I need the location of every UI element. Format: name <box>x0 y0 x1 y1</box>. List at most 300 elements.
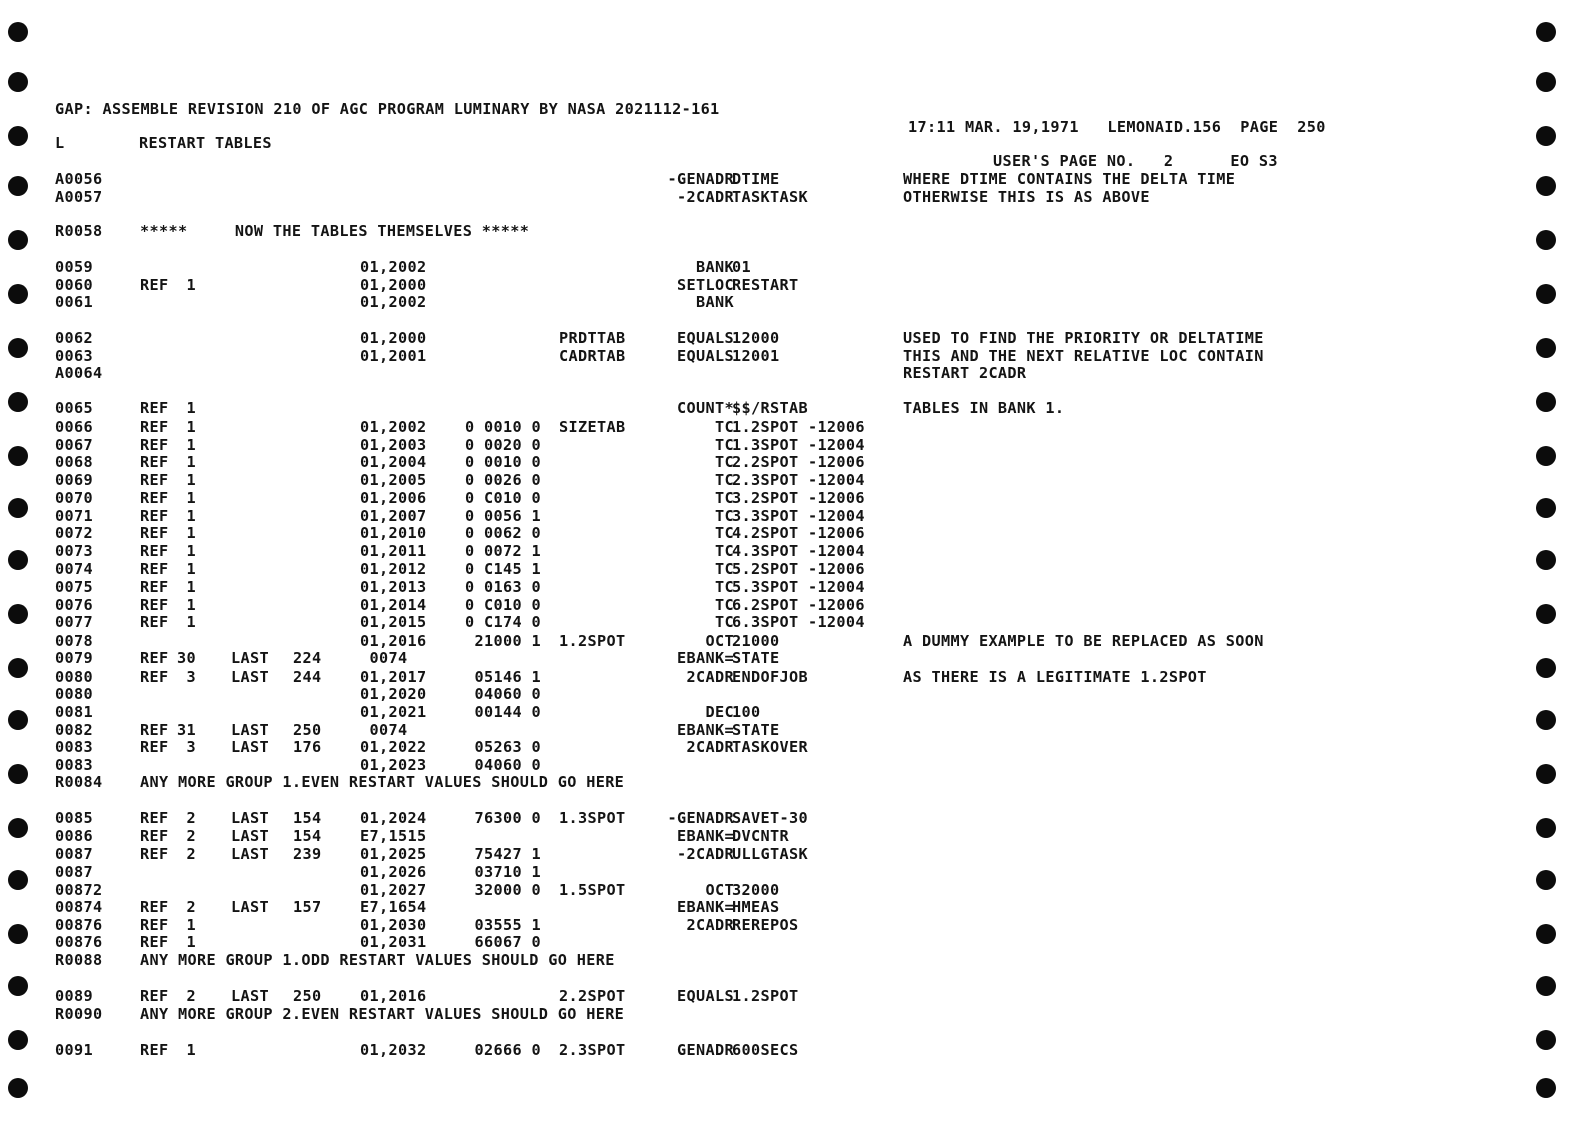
listing-row <box>55 542 1355 560</box>
feed-hole <box>1536 22 1556 42</box>
symbol-label: 1.2SPOT <box>559 632 626 650</box>
address: 01,2000 <box>360 329 427 347</box>
print-timestamp: 17:11 MAR. 19,1971 <box>907 118 1079 136</box>
listing-row <box>55 489 1355 507</box>
remark: ***** NOW THE TABLES THEMSELVES ***** <box>140 222 530 240</box>
operand: 4.3SPOT -12004 <box>732 542 865 560</box>
sequence-number: 0059 <box>55 258 93 276</box>
last-page: 154 <box>293 809 322 827</box>
ref-count: 1 <box>186 418 196 436</box>
operand: 4.2SPOT -12006 <box>732 524 865 542</box>
opcode: -GENADR <box>667 809 734 827</box>
sequence-number: 0080 <box>55 685 93 703</box>
ref-marker: REF <box>140 898 169 916</box>
listing-row <box>55 293 1355 311</box>
listing-row <box>55 632 1355 650</box>
sequence-number: 00872 <box>55 881 103 899</box>
opcode: OCT <box>705 881 734 899</box>
octal-value: 0 0072 1 <box>465 542 541 560</box>
listing-row <box>55 756 1355 774</box>
last-marker: LAST <box>231 827 269 845</box>
listing-row <box>55 987 1355 1005</box>
address: 01,2012 <box>360 560 427 578</box>
listing-row <box>55 560 1355 578</box>
address: 0074 <box>360 649 408 667</box>
ref-count: 1 <box>186 916 196 934</box>
operand: 6.3SPOT -12004 <box>732 613 865 631</box>
operand: 100 <box>732 703 761 721</box>
feed-hole <box>8 176 28 196</box>
page-title: GAP: ASSEMBLE REVISION 210 OF AGC PROGRAM LUMINARY BY NASA 2021112-161 <box>55 100 720 118</box>
users-page-number: 2 <box>1163 152 1174 170</box>
feed-hole <box>8 498 28 518</box>
sequence-number: 0067 <box>55 436 93 454</box>
operand: 600SECS <box>732 1041 799 1059</box>
sequence-number: 0087 <box>55 863 93 881</box>
feed-hole <box>8 870 28 890</box>
sequence-number: R0090 <box>55 1005 103 1023</box>
sequence-number: 0060 <box>55 276 93 294</box>
ref-marker: REF <box>140 668 169 686</box>
ref-count: 1 <box>186 436 196 454</box>
listing-row <box>55 809 1355 827</box>
users-page-label: USER'S PAGE NO. <box>992 152 1136 170</box>
last-page: 176 <box>293 738 322 756</box>
octal-value: 76300 0 <box>474 809 541 827</box>
ref-marker: REF <box>140 489 169 507</box>
ref-count: 1 <box>186 524 196 542</box>
listing-row <box>55 649 1355 667</box>
ref-marker: REF <box>140 578 169 596</box>
listing-row <box>55 738 1355 756</box>
page-label: PAGE <box>1240 118 1279 136</box>
feed-hole <box>1536 710 1556 730</box>
sequence-number: R0058 <box>55 222 103 240</box>
comment: WHERE DTIME CONTAINS THE DELTA TIME <box>903 170 1236 188</box>
last-page: 250 <box>293 721 322 739</box>
opcode: EBANK= <box>677 721 734 739</box>
ref-marker: REF <box>140 827 169 845</box>
listing-row <box>55 898 1355 916</box>
octal-value: 75427 1 <box>474 845 541 863</box>
ref-marker: REF <box>140 721 169 739</box>
ref-marker: REF <box>140 560 169 578</box>
feed-hole <box>1536 976 1556 996</box>
sequence-number: 0079 <box>55 649 93 667</box>
ref-count: 1 <box>186 471 196 489</box>
ref-marker: REF <box>140 649 169 667</box>
ref-count: 1 <box>186 399 196 417</box>
opcode: -2CADR <box>677 188 734 206</box>
feed-hole <box>8 338 28 358</box>
feed-hole <box>8 1030 28 1050</box>
sequence-number: 0086 <box>55 827 93 845</box>
ref-marker: REF <box>140 987 169 1005</box>
feed-hole <box>8 126 28 146</box>
sequence-number: 0091 <box>55 1041 93 1059</box>
ref-marker: REF <box>140 436 169 454</box>
ref-count: 3 <box>186 668 196 686</box>
comment: USED TO FIND THE PRIORITY OR DELTATIME <box>903 329 1264 347</box>
operand: DTIME <box>732 170 780 188</box>
operand: SAVET-30 <box>732 809 808 827</box>
last-marker: LAST <box>231 721 269 739</box>
operand: 1.2SPOT <box>732 987 799 1005</box>
feed-hole <box>8 284 28 304</box>
remark: ANY MORE GROUP 1.EVEN RESTART VALUES SHOULD GO HERE <box>140 773 625 791</box>
operand: 3.3SPOT -12004 <box>732 507 865 525</box>
operand: $$/RSTAB <box>732 399 808 417</box>
opcode: TC <box>715 542 734 560</box>
listing-row <box>55 578 1355 596</box>
ref-marker: REF <box>140 524 169 542</box>
opcode: EBANK= <box>677 898 734 916</box>
last-marker: LAST <box>231 649 269 667</box>
ref-count: 2 <box>186 898 196 916</box>
listing-row <box>55 773 1355 791</box>
feed-hole <box>8 976 28 996</box>
feed-hole <box>8 446 28 466</box>
octal-value: 32000 0 <box>474 881 541 899</box>
sequence-number: R0088 <box>55 951 103 969</box>
sequence-number: 0083 <box>55 756 93 774</box>
listing-row <box>55 721 1355 739</box>
last-marker: LAST <box>231 987 269 1005</box>
address: 01,2027 <box>360 881 427 899</box>
ref-marker: REF <box>140 809 169 827</box>
opcode: TC <box>715 596 734 614</box>
comment: THIS AND THE NEXT RELATIVE LOC CONTAIN <box>903 347 1264 365</box>
listing-row <box>55 916 1355 934</box>
log-section-title: RESTART TABLES <box>139 134 272 152</box>
opcode: EBANK= <box>677 827 734 845</box>
address: 01,2007 <box>360 507 427 525</box>
opcode: TC <box>715 418 734 436</box>
feed-hole <box>1536 924 1556 944</box>
feed-hole <box>1536 658 1556 678</box>
sequence-number: 0085 <box>55 809 93 827</box>
address: 01,2000 <box>360 276 427 294</box>
listing-row <box>55 436 1355 454</box>
last-marker: LAST <box>231 668 269 686</box>
address: 01,2013 <box>360 578 427 596</box>
feed-hole <box>8 550 28 570</box>
opcode: -2CADR <box>677 845 734 863</box>
feed-hole <box>8 1078 28 1098</box>
ref-count: 2 <box>186 809 196 827</box>
operand: TASKTASK <box>732 188 808 206</box>
octal-value: 04060 0 <box>474 685 541 703</box>
address: 01,2015 <box>360 613 427 631</box>
symbol-label: 1.3SPOT <box>559 809 626 827</box>
listing-row <box>55 703 1355 721</box>
operand: 5.2SPOT -12006 <box>732 560 865 578</box>
sequence-number: 0072 <box>55 524 93 542</box>
operand: 5.3SPOT -12004 <box>732 578 865 596</box>
address: 01,2006 <box>360 489 427 507</box>
listing-row <box>55 524 1355 542</box>
octal-value: 21000 1 <box>474 632 541 650</box>
address: 01,2002 <box>360 258 427 276</box>
operand: 3.2SPOT -12006 <box>732 489 865 507</box>
operand: 32000 <box>732 881 780 899</box>
address: 01,2017 <box>360 668 427 686</box>
ref-marker: REF <box>140 1041 169 1059</box>
ref-count: 2 <box>186 845 196 863</box>
feed-hole <box>1536 498 1556 518</box>
sequence-number: 00874 <box>55 898 103 916</box>
operand: 12000 <box>732 329 780 347</box>
octal-value: 0 0026 0 <box>465 471 541 489</box>
feed-hole <box>8 72 28 92</box>
sequence-number: 0087 <box>55 845 93 863</box>
ref-marker: REF <box>140 542 169 560</box>
comment: RESTART 2CADR <box>903 364 1027 382</box>
octal-value: 02666 0 <box>474 1041 541 1059</box>
sequence-number: A0056 <box>55 170 103 188</box>
ref-marker: REF <box>140 933 169 951</box>
feed-hole <box>1536 604 1556 624</box>
last-page: 250 <box>293 987 322 1005</box>
listing-row <box>55 276 1355 294</box>
feed-hole <box>8 22 28 42</box>
operand: 12001 <box>732 347 780 365</box>
sequence-number: 0076 <box>55 596 93 614</box>
listing-row <box>55 881 1355 899</box>
address: 01,2032 <box>360 1041 427 1059</box>
feed-hole <box>8 924 28 944</box>
symbol-label: 2.3SPOT <box>559 1041 626 1059</box>
ref-count: 1 <box>186 489 196 507</box>
ref-marker: REF <box>140 596 169 614</box>
listing-row <box>55 347 1355 365</box>
listing-row <box>55 685 1355 703</box>
octal-value: 05146 1 <box>474 668 541 686</box>
address: 01,2002 <box>360 418 427 436</box>
listing-row <box>55 418 1355 436</box>
sequence-number: 0074 <box>55 560 93 578</box>
opcode: EQUALS <box>677 987 734 1005</box>
listing-row <box>55 329 1355 347</box>
ref-count: 1 <box>186 596 196 614</box>
octal-value: 05263 0 <box>474 738 541 756</box>
octal-value: 04060 0 <box>474 756 541 774</box>
sequence-number: 0063 <box>55 347 93 365</box>
opcode: EQUALS <box>677 347 734 365</box>
sequence-number: R0084 <box>55 773 103 791</box>
operand: DVCNTR <box>732 827 789 845</box>
listing-row <box>55 827 1355 845</box>
octal-value: 0 0062 0 <box>465 524 541 542</box>
remark: ANY MORE GROUP 1.ODD RESTART VALUES SHOULD GO HERE <box>140 951 615 969</box>
sequence-number: 0081 <box>55 703 93 721</box>
ref-marker: REF <box>140 453 169 471</box>
opcode: TC <box>715 524 734 542</box>
last-marker: LAST <box>231 738 269 756</box>
ref-count: 3 <box>186 738 196 756</box>
ref-count: 31 <box>177 721 196 739</box>
opcode: COUNT* <box>677 399 734 417</box>
last-page: 157 <box>293 898 322 916</box>
octal-value: 0 C145 1 <box>465 560 541 578</box>
sequence-number: 0073 <box>55 542 93 560</box>
log-section-code: L <box>55 134 65 152</box>
operand: 1.2SPOT -12006 <box>732 418 865 436</box>
sequence-number: A0057 <box>55 188 103 206</box>
sequence-number: 0082 <box>55 721 93 739</box>
address: 01,2003 <box>360 436 427 454</box>
listing-row <box>55 188 1355 206</box>
operand: TASKOVER <box>732 738 808 756</box>
address: 01,2020 <box>360 685 427 703</box>
listing-row <box>55 364 1355 382</box>
feed-hole <box>8 710 28 730</box>
opcode: 2CADR <box>686 916 734 934</box>
address: 01,2011 <box>360 542 427 560</box>
address: 01,2010 <box>360 524 427 542</box>
opcode: EQUALS <box>677 329 734 347</box>
opcode: EBANK= <box>677 649 734 667</box>
symbol-label: CADRTAB <box>559 347 626 365</box>
octal-value: 66067 0 <box>474 933 541 951</box>
address: 01,2016 <box>360 987 427 1005</box>
listing-row <box>55 399 1355 417</box>
last-page: 239 <box>293 845 322 863</box>
octal-value: 0 C010 0 <box>465 596 541 614</box>
address: 01,2031 <box>360 933 427 951</box>
octal-value: 0 0020 0 <box>465 436 541 454</box>
sequence-number: 0089 <box>55 987 93 1005</box>
address: 01,2024 <box>360 809 427 827</box>
opcode: 2CADR <box>686 668 734 686</box>
feed-hole <box>8 392 28 412</box>
ref-count: 1 <box>186 542 196 560</box>
listing-row <box>55 613 1355 631</box>
feed-hole <box>8 818 28 838</box>
symbol-label: 1.5SPOT <box>559 881 626 899</box>
file-name: LEMONAID.156 <box>1107 118 1222 136</box>
address: 01,2026 <box>360 863 427 881</box>
opcode: TC <box>715 489 734 507</box>
sequence-number: 0083 <box>55 738 93 756</box>
ref-marker: REF <box>140 471 169 489</box>
opcode: TC <box>715 471 734 489</box>
operand: STATE <box>732 649 780 667</box>
operand: 21000 <box>732 632 780 650</box>
listing-row <box>55 845 1355 863</box>
eo-code: EO S3 <box>1230 152 1278 170</box>
ref-marker: REF <box>140 613 169 631</box>
listing-row <box>55 170 1355 188</box>
listing-row <box>55 933 1355 951</box>
address: 0074 <box>360 721 408 739</box>
sequence-number: 0069 <box>55 471 93 489</box>
sequence-number: 0071 <box>55 507 93 525</box>
last-page: 154 <box>293 827 322 845</box>
opcode: TC <box>715 613 734 631</box>
address: 01,2025 <box>360 845 427 863</box>
octal-value: 0 C010 0 <box>465 489 541 507</box>
sequence-number: 0075 <box>55 578 93 596</box>
address: 01,2005 <box>360 471 427 489</box>
sequence-number: 0080 <box>55 668 93 686</box>
opcode: SETLOC <box>677 276 734 294</box>
feed-hole <box>1536 338 1556 358</box>
ref-marker: REF <box>140 916 169 934</box>
sequence-number: 0061 <box>55 293 93 311</box>
sequence-number: A0064 <box>55 364 103 382</box>
address: 01,2021 <box>360 703 427 721</box>
listing-row <box>55 863 1355 881</box>
opcode: TC <box>715 453 734 471</box>
ref-marker: REF <box>140 738 169 756</box>
comment: TABLES IN BANK 1. <box>903 399 1065 417</box>
symbol-label: 2.2SPOT <box>559 987 626 1005</box>
ref-count: 2 <box>186 827 196 845</box>
ref-marker: REF <box>140 507 169 525</box>
ref-count: 1 <box>186 453 196 471</box>
feed-hole <box>1536 764 1556 784</box>
opcode: OCT <box>705 632 734 650</box>
feed-hole <box>1536 550 1556 570</box>
address: 01,2023 <box>360 756 427 774</box>
ref-count: 30 <box>177 649 196 667</box>
operand: REREPOS <box>732 916 799 934</box>
octal-value: 03555 1 <box>474 916 541 934</box>
operand: ULLGTASK <box>732 845 808 863</box>
opcode: BANK <box>696 258 734 276</box>
ref-count: 1 <box>186 276 196 294</box>
sequence-number: 0077 <box>55 613 93 631</box>
operand: 2.3SPOT -12004 <box>732 471 865 489</box>
comment: AS THERE IS A LEGITIMATE 1.2SPOT <box>903 668 1207 686</box>
sequence-number: 0070 <box>55 489 93 507</box>
ref-count: 1 <box>186 613 196 631</box>
listing-row <box>55 668 1355 686</box>
octal-value: 0 C174 0 <box>465 613 541 631</box>
address: E7,1654 <box>360 898 427 916</box>
feed-hole <box>1536 818 1556 838</box>
ref-count: 1 <box>186 933 196 951</box>
address: 01,2014 <box>360 596 427 614</box>
listing-row <box>55 471 1355 489</box>
feed-hole <box>1536 72 1556 92</box>
opcode: TC <box>715 560 734 578</box>
operand: HMEAS <box>732 898 780 916</box>
sequence-number: 0062 <box>55 329 93 347</box>
sequence-number: 0065 <box>55 399 93 417</box>
feed-hole <box>1536 230 1556 250</box>
address: 01,2030 <box>360 916 427 934</box>
operand: 01 <box>732 258 751 276</box>
address: 01,2004 <box>360 453 427 471</box>
address: 01,2002 <box>360 293 427 311</box>
feed-hole <box>8 658 28 678</box>
listing-row <box>55 507 1355 525</box>
ref-count: 1 <box>186 560 196 578</box>
feed-hole <box>1536 1030 1556 1050</box>
last-marker: LAST <box>231 845 269 863</box>
operand: RESTART <box>732 276 799 294</box>
feed-hole <box>8 764 28 784</box>
operand: 2.2SPOT -12006 <box>732 453 865 471</box>
listing-row <box>55 1041 1355 1059</box>
opcode: DEC <box>705 703 734 721</box>
ref-marker: REF <box>140 845 169 863</box>
opcode: TC <box>715 578 734 596</box>
listing-row <box>55 596 1355 614</box>
last-marker: LAST <box>231 809 269 827</box>
